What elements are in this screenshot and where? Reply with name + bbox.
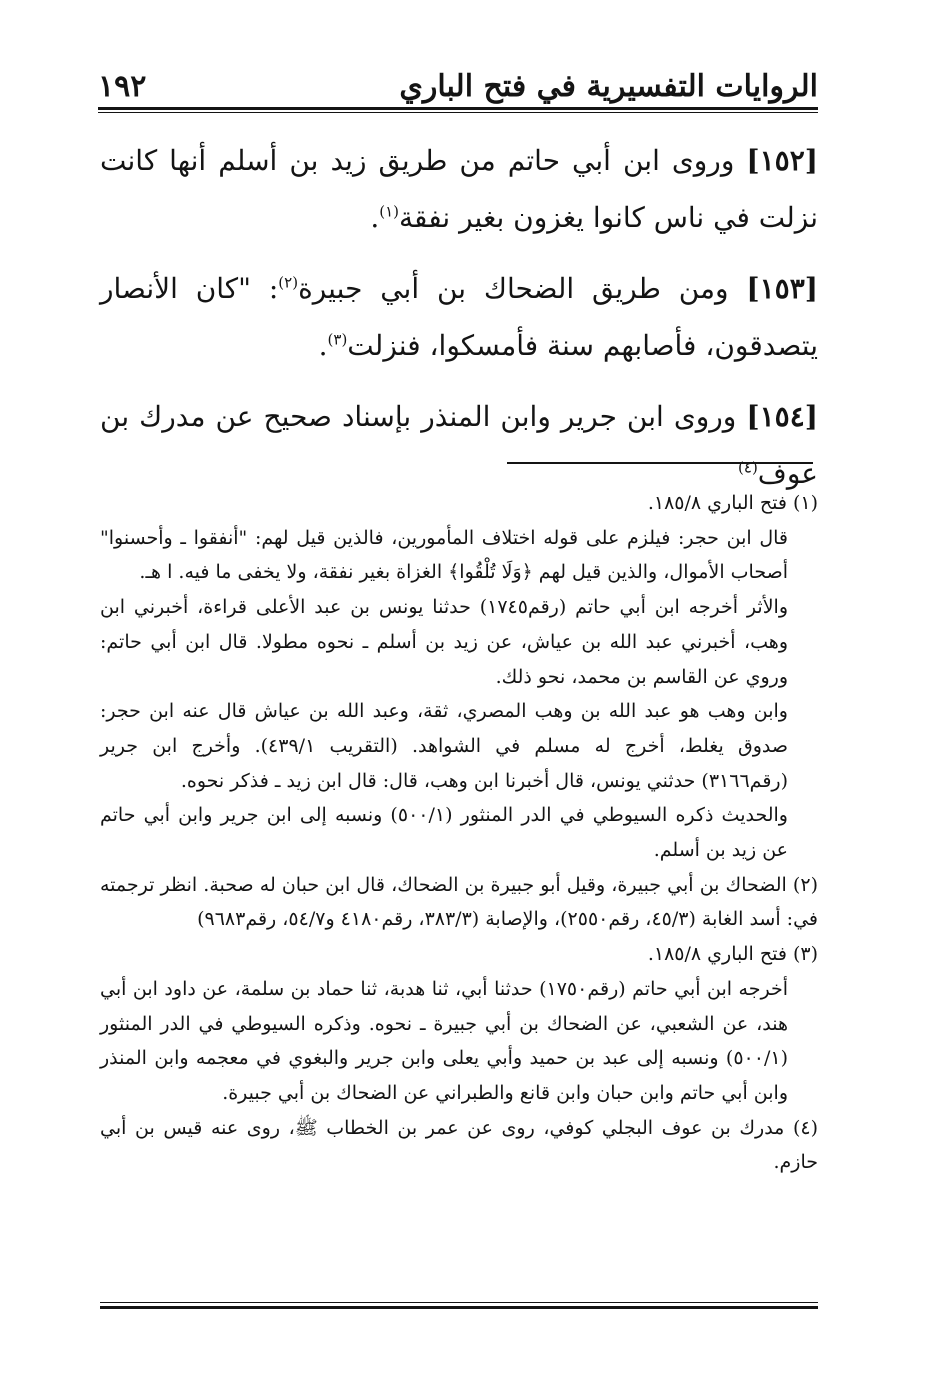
- footnote-1-paragraph: والحديث ذكره السيوطي في الدر المنثور (٥٠٠/١) ونسبه إلى ابن جرير وابن أبي حاتم عن زيد بن أسلم.: [100, 804, 788, 862]
- footnote-1-paragraph: قال ابن حجر: فيلزم على قوله اختلاف المأمورين، فالذين قيل لهم: "أنفقوا ـ وأحسنوا" أصحاب الأموال، والذين قيل لهم ﴿وَلَا تُلْقُوا﴾ الغزاة بغير نفقة، ولا يخفى ما فيه. ا هـ.: [100, 526, 788, 584]
- running-title: الروايات التفسيرية في فتح الباري: [399, 69, 818, 104]
- footnote-3-heading: (٣) فتح الباري ١٨٥/٨.: [647, 943, 818, 966]
- main-text: [100, 132, 818, 516]
- footer-rule: [100, 1306, 818, 1309]
- footnote-1-paragraph: وابن وهب هو عبد الله بن وهب المصري، ثقة، وعبد الله بن عياش قال عنه ابن حجر: صدوق يغلط، أخرج له مسلم في الشواهد. (التقريب ٤٣٩/١). وأخرج ابن جرير (رقم٣١٦٦) حدثني يونس، قال أخبرنا ابن وهب، قال: قال ابن زيد ـ فذكر نحوه.: [100, 700, 788, 792]
- footnote-2: (٢) الضحاك بن أبي جبيرة، وقيل أبو جبيرة بن الضحاك، قال ابن حبان له صحبة. انظر ترجمته في: أسد الغابة (٤٥/٣، رقم٢٥٥٠)، والإصابة (٣٨٣/٣، رقم٤١٨٠ و٥٤/٧، رقم٩٦٨٣): [100, 873, 818, 931]
- page-header: [98, 50, 818, 110]
- header-rule: [98, 107, 818, 110]
- narration-number: [١٥٤]: [746, 400, 818, 433]
- header-rule-thin: [98, 112, 818, 113]
- footnote-3-paragraph: أخرجه ابن أبي حاتم (رقم١٧٥٠) حدثنا أبي، ثنا هدبة، ثنا حماد بن سلمة، عن داود ابن أبي هند، عن الشعبي، عن الضحاك بن أبي جبيرة ـ نحوه. وذكره السيوطي في الدر المنثور (٥٠٠/١) ونسبه إلى عبد بن حميد وأبي يعلى وابن جرير والبغوي في معجمه وابن المنذر وابن أبي حاتم وابن حبان وابن قانع والطبراني عن الضحاك بن أبي جبيرة.: [100, 977, 788, 1104]
- footnote-1-paragraph: والأثر أخرجه ابن أبي حاتم (رقم١٧٤٥) حدثنا يونس بن عبد الأعلى قراءة، أخبرني ابن وهب، أخبرني عبد الله بن عياش، عن زيد بن أسلم ـ نحوه مطولا. قال ابن أبي حاتم: وروي عن القاسم بن محمد، نحو ذلك.: [100, 596, 788, 688]
- page-number: ١٩٢: [98, 69, 147, 104]
- punctuation: .: [370, 201, 380, 234]
- footnote-ref: (١): [379, 202, 400, 221]
- narration-153: [100, 260, 818, 374]
- narration-text: وروى ابن جرير وابن المنذر بإسناد صحيح عن مدرك بن عوف: [100, 400, 818, 490]
- footnotes: [100, 486, 818, 1180]
- footnote-4: (٤) مدرك بن عوف البجلي كوفي، روى عن عمر بن الخطاب ﷺ، روى عنه قيس بن أبي حازم.: [100, 1116, 818, 1174]
- narration-text: وروى ابن أبي حاتم من طريق زيد بن أسلم أنها كانت نزلت في ناس كانوا يغزون بغير نفقة: [100, 144, 818, 234]
- footer-rule-thin: [100, 1302, 818, 1303]
- narration-text: ومن طريق الضحاك بن أبي جبيرة: [298, 272, 729, 305]
- footnote-ref: (٤): [738, 458, 758, 477]
- narration-number: [١٥٢]: [746, 144, 818, 177]
- narration-152: [100, 132, 818, 246]
- footnote-1-heading: (١) فتح الباري ١٨٥/٨.: [647, 492, 818, 514]
- footnote-ref: (٢): [278, 273, 299, 292]
- narration-text: : "كان الأنصار يتصدقون، فأصابهم سنة فأمسكوا، فنزلت: [100, 272, 818, 362]
- narration-number: [١٥٣]: [746, 272, 818, 305]
- punctuation: .: [318, 329, 328, 362]
- footnote-ref: (٣): [327, 330, 348, 349]
- narration-154: [100, 388, 818, 502]
- footnote-separator: [507, 462, 813, 464]
